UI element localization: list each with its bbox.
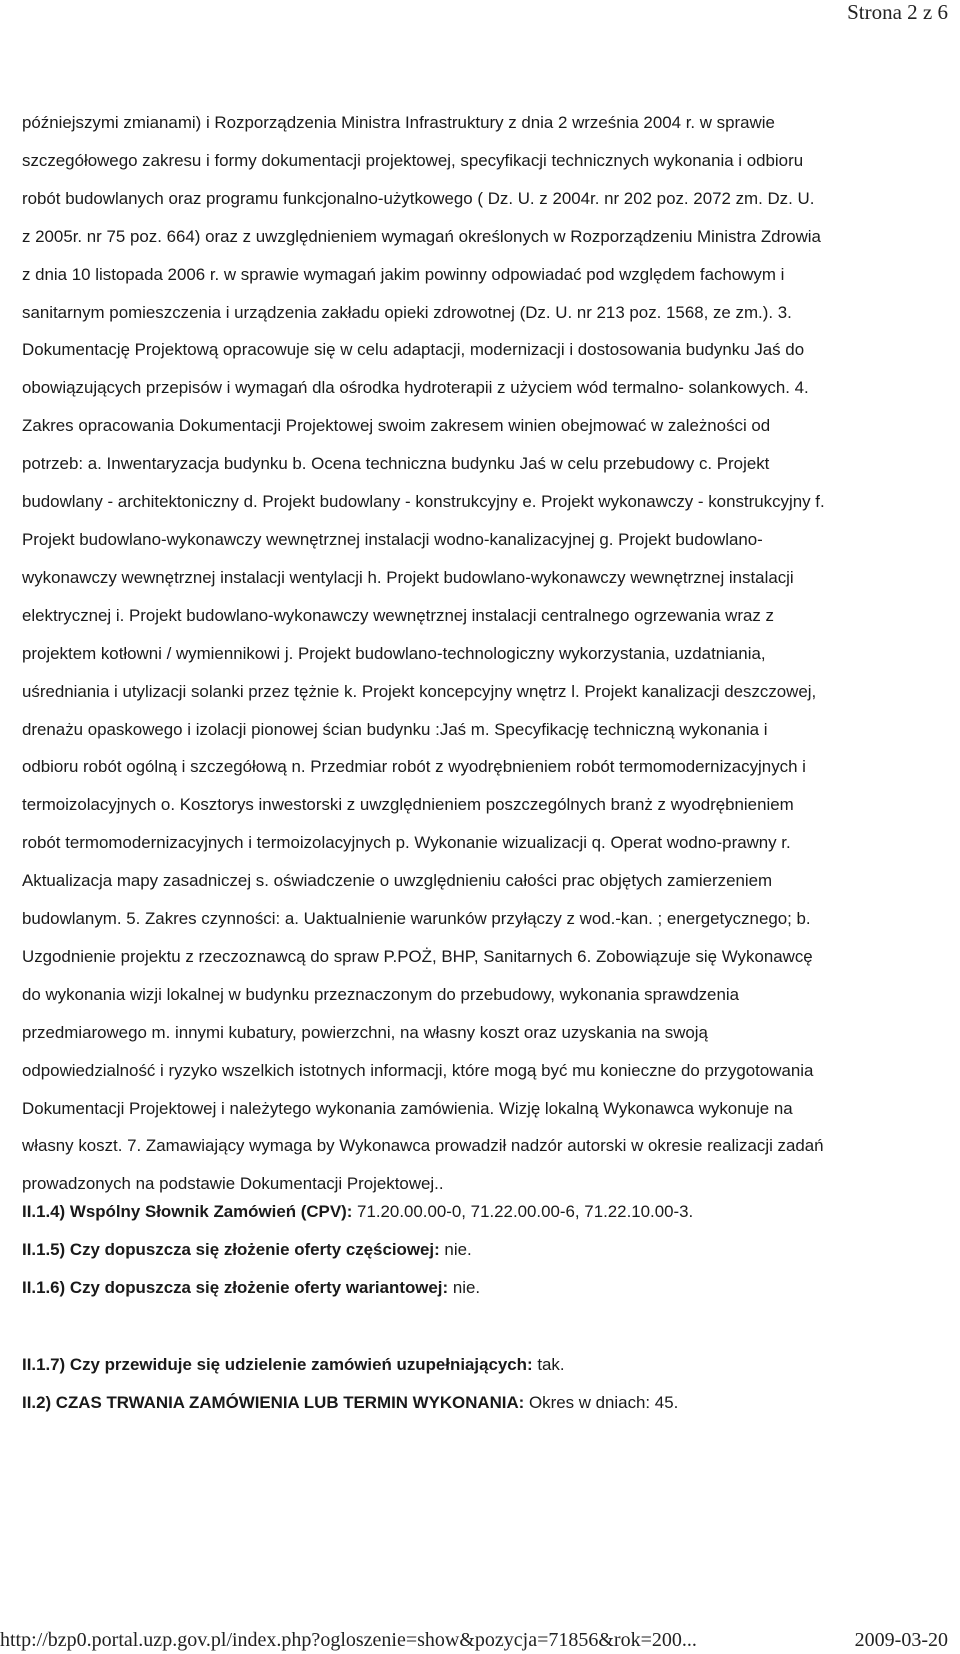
body-line: Dokumentację Projektową opracowuje się w celu adaptacji, modernizacji i dostosowania budynku Jaś do xyxy=(22,340,805,360)
body-line: sanitarnym pomieszczenia i urządzenia zakładu opieki zdrowotnej (Dz. U. nr 213 poz. 1568, ze zm.). 3. xyxy=(22,302,792,322)
cpv-section xyxy=(22,1201,693,1223)
document-body xyxy=(22,104,952,1203)
body-line: drenażu opaskowego i izolacji pionowej ścian budynku :Jaś m. Specyfikację techniczną wykonania i xyxy=(22,719,768,739)
body-line: wykonawczy wewnętrznej instalacji wentylacji h. Projekt budowlano-wykonawczy wewnętrznej instalacji xyxy=(22,567,794,587)
partial-offer-label: II.1.5) Czy dopuszcza się złożenie oferty częściowej: xyxy=(22,1240,440,1259)
supplementary-orders-value: tak. xyxy=(537,1355,565,1374)
body-line: budowlanym. 5. Zakres czynności: a. Uaktualnienie warunków przyłączy z wod.-kan. ; energetycznego; b. xyxy=(22,909,811,929)
body-line: odbioru robót ogólną i szczegółową n. Przedmiar robót z wyodrębnieniem robót termomodernizacyjnych i xyxy=(22,757,806,777)
body-line: projektem kotłowni / wymiennikowi j. Projekt budowlano-technologiczny wykorzystania, uzdatniania, xyxy=(22,643,766,663)
body-line: z 2005r. nr 75 poz. 664) oraz z uwzględnieniem wymagań określonych w Rozporządzeniu Ministra Zdrowia xyxy=(22,226,821,246)
body-line: przedmiarowego m. innymi kubatury, powierzchni, na własny koszt oraz uzyskania na swoją xyxy=(22,1022,708,1042)
variant-offer-label: II.1.6) Czy dopuszcza się złożenie oferty wariantowej: xyxy=(22,1278,449,1297)
partial-offer-section xyxy=(22,1239,472,1261)
body-line: późniejszymi zmianami) i Rozporządzenia Ministra Infrastruktury z dnia 2 września 2004 r. w sprawie xyxy=(22,113,775,132)
body-line: budowlany - architektoniczny d. Projekt budowlany - konstrukcyjny e. Projekt wykonawczy - konstrukcyjny f. xyxy=(22,492,825,512)
body-line: Dokumentacji Projektowej i należytego wykonania zamówienia. Wizję lokalną Wykonawca wykonuje na xyxy=(22,1098,793,1118)
body-line: szczegółowego zakresu i formy dokumentacji projektowej, specyfikacji technicznych wykonania i odbioru xyxy=(22,150,804,170)
body-line: własny koszt. 7. Zamawiający wymaga by Wykonawca prowadził nadzór autorski w okresie realizacji zadań xyxy=(22,1136,824,1156)
duration-label: II.2) CZAS TRWANIA ZAMÓWIENIA LUB TERMIN WYKONANIA: xyxy=(22,1393,525,1412)
cpv-label: II.1.4) Wspólny Słownik Zamówień (CPV): xyxy=(22,1202,353,1221)
body-line: elektrycznej i. Projekt budowlano-wykonawczy wewnętrznej instalacji centralnego ogrzewania wraz z xyxy=(22,605,774,625)
body-line: obowiązujących przepisów i wymagań dla ośrodka hydroterapii z użyciem wód termalno- solankowych. 4. xyxy=(22,378,809,398)
supplementary-orders-label: II.1.7) Czy przewiduje się udzielenie zamówień uzupełniających: xyxy=(22,1355,533,1374)
partial-offer-value: nie. xyxy=(444,1240,472,1259)
supplementary-orders-section xyxy=(22,1354,565,1376)
body-line: Zakres opracowania Dokumentacji Projektowej swoim zakresem winien obejmować w zależności od xyxy=(22,416,771,436)
body-line: termoizolacyjnych o. Kosztorys inwestorski z uwzględnieniem poszczególnych branż z wyodrębnieniem xyxy=(22,795,794,815)
body-line: z dnia 10 listopada 2006 r. w sprawie wymagań jakim powinny odpowiadać pod względem fachowym i xyxy=(22,264,785,284)
variant-offer-section xyxy=(22,1277,480,1299)
body-line: do wykonania wizji lokalnej w budynku przeznaczonym do przebudowy, wykonania sprawdzenia xyxy=(22,984,739,1004)
body-line: odpowiedzialność i ryzyko wszelkich istotnych informacji, które mogą być mu konieczne do przygotowania xyxy=(22,1060,814,1080)
footer-url: http://bzp0.portal.uzp.gov.pl/index.php?ogloszenie=show&pozycja=71856&rok=200... xyxy=(0,1629,697,1651)
body-line: potrzeb: a. Inwentaryzacja budynku b. Ocena techniczna budynku Jaś w celu przebudowy c. Projekt xyxy=(22,454,770,474)
variant-offer-value: nie. xyxy=(452,1278,481,1297)
duration-section xyxy=(22,1392,678,1414)
page-indicator: Strona 2 z 6 xyxy=(847,0,948,24)
cpv-value: 71.20.00.00-0, 71.22.00.00-6, 71.22.10.00-3. xyxy=(357,1202,694,1221)
body-line: Uzgodnienie projektu z rzeczoznawcą do spraw P.POŻ, BHP, Sanitarnych 6. Zobowiązuje się Wykonawcę xyxy=(22,946,813,966)
body-line: Projekt budowlano-wykonawczy wewnętrznej instalacji wodno-kanalizacyjnej g. Projekt budowlano- xyxy=(22,529,763,549)
duration-value: Okres w dniach: 45. xyxy=(529,1393,679,1412)
body-line: Aktualizacja mapy zasadniczej s. oświadczenie o uwzględnieniu całości prac objętych zamierzeniem xyxy=(22,871,773,891)
body-line: uśredniania i utylizacji solanki przez tężnie k. Projekt koncepcyjny wnętrz l. Projekt kanalizacji deszczowej, xyxy=(22,681,817,701)
body-line: robót termomodernizacyjnych i termoizolacyjnych p. Wykonanie wizualizacji q. Operat wodno-prawny r. xyxy=(22,833,791,853)
footer-date: 2009-03-20 xyxy=(854,1629,948,1651)
body-line: prowadzonych na podstawie Dokumentacji Projektowej.. xyxy=(22,1174,444,1194)
body-line: robót budowlanych oraz programu funkcjonalno-użytkowego ( Dz. U. z 2004r. nr 202 poz. 2072 zm. Dz. U. xyxy=(22,188,815,208)
